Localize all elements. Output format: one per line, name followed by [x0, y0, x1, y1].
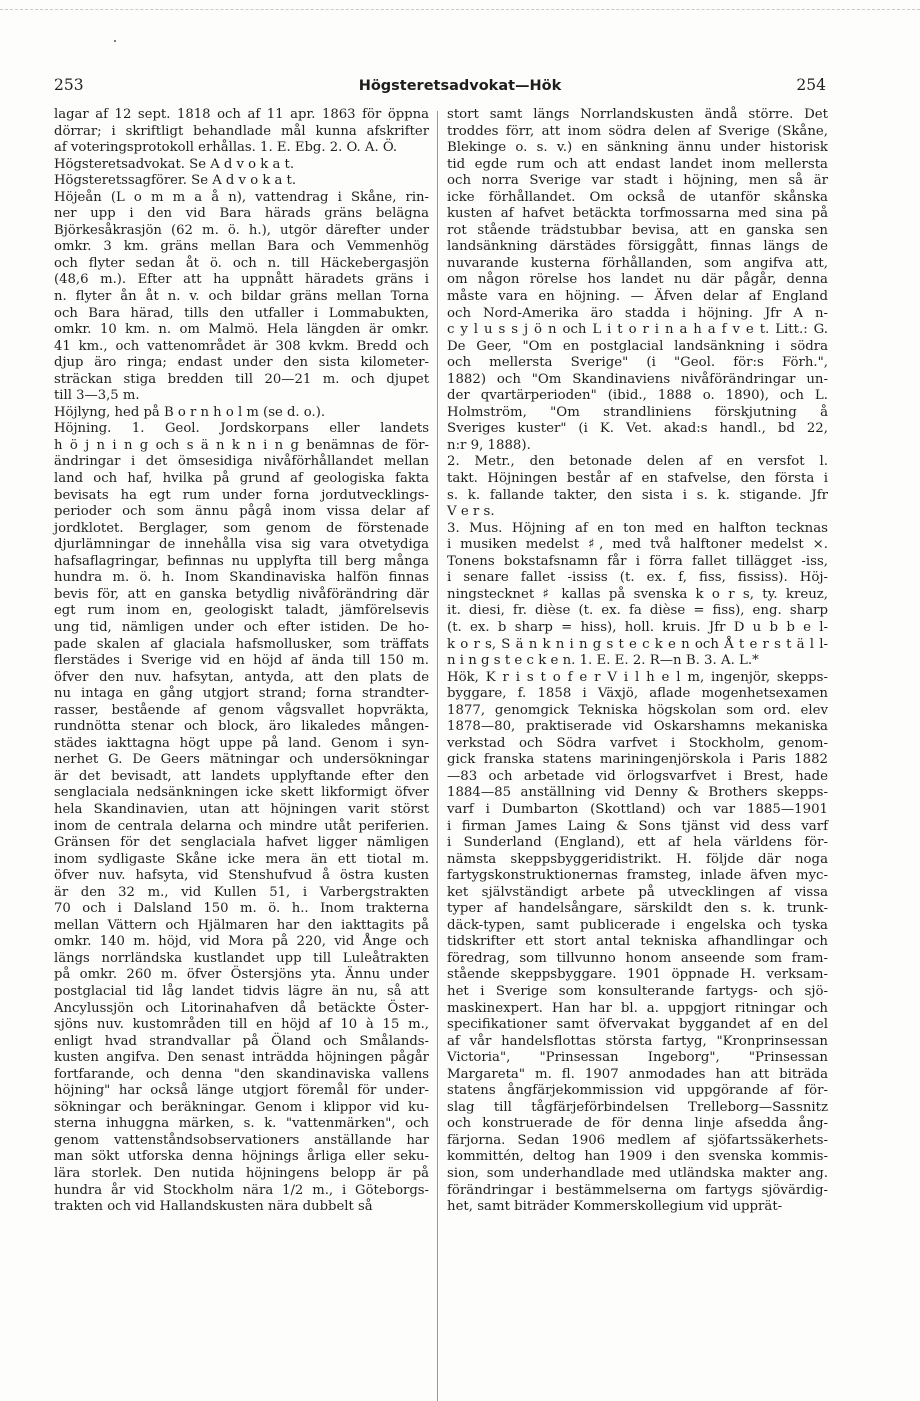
text-line: Björkesåkrasjön (62 m. ö. h.), utgör därefter under	[54, 222, 429, 238]
left-column	[54, 107, 429, 1216]
text-line: n i n g s t e c k e n. 1. E. E. 2. R—n B. 3. A. L.*	[447, 653, 759, 669]
text-line: Margareta" m. fl. 1907 anmodades han att biträda	[447, 1066, 828, 1082]
text-line: omkr. 140 m. höjd, vid Mora på 220, vid Ånge och	[54, 934, 429, 950]
text-line: af vår handelsflottas största fartyg, "Kronprinsessan	[447, 1033, 828, 1049]
text-line: föredrag, som tillvunno honom anseende som fram-	[447, 950, 828, 966]
text-line: lagar af 12 sept. 1818 och af 11 apr. 1863 för öppna	[54, 107, 429, 122]
text-line: takt. Höjningen består af en stafvelse, den första i	[447, 471, 828, 487]
text-line: är det bevisadt, att landets upplyftande efter den	[54, 768, 429, 784]
text-line: måste vara en höjning. — Äfven delar af England	[447, 289, 828, 305]
text-line: hela Skandinavien, utan att höjningen varit störst	[54, 801, 429, 817]
text-line: 2. Metr., den betonade delen af en versfot l.	[447, 454, 828, 470]
text-line: postglacial tid låg landet tidvis lägre än nu, så att	[54, 983, 429, 999]
text-line: Högsteretssagförer. Se A d v o k a t.	[54, 173, 297, 189]
text-line: hafsaflagringar, befinnas nu upplyfta till berg många	[54, 553, 429, 569]
text-line: Holmström, "Om strandliniens förskjutning å	[447, 404, 828, 420]
text-line: rundnötta stenar och block, äro likaledes mången-	[54, 719, 429, 735]
text-line: 1882) och "Om Skandinaviens nivåförändringar un-	[447, 371, 828, 387]
text-line: städes iakttagna högt uppe på land. Genom i syn-	[54, 735, 429, 751]
text-line: pade skalen af glaciala hafsmollusker, som träffats	[54, 636, 429, 652]
text-line: sterna inhuggna märken, s. k. "vattenmärken", och	[54, 1116, 429, 1132]
text-line: däck-typen, samt publicerade i engelska och tyska	[447, 917, 828, 933]
text-line: i senare fallet -ississ (t. ex. f, fiss, fississ). Höj-	[447, 570, 828, 586]
scan-edge-rule	[0, 9, 920, 10]
text-line: kommittén, deltog han 1909 i den svenska kommis-	[447, 1149, 828, 1165]
text-line: i firman James Laing & Sons tjänst vid dess varf	[447, 818, 828, 834]
text-line: statens ångfärjekommission vid uppgörande af för-	[447, 1083, 828, 1099]
text-line: Hök, K r i s t o f e r V i l h e l m, ingenjör, skepps-	[447, 669, 828, 685]
text-line: V e r s.	[447, 504, 495, 520]
text-line: hundra år vid Stockholm nära 1/2 m., i Göteborgs-	[54, 1182, 429, 1198]
text-line: sjöns nuv. kustområden till en höjd af 10 à 15 m.,	[54, 1017, 429, 1033]
text-line: perioder och som ännu pågå inom vissa delar af	[54, 504, 429, 520]
text-line: (48,6 m.). Efter att ha uppnått häradets gräns i	[54, 272, 429, 288]
text-line: nämsta skeppsbyggeridistrikt. H. följde där noga	[447, 851, 828, 867]
text-line: ner upp i den vid Bara härads gräns belägna	[54, 206, 429, 222]
text-line: längs norrländska kustlandet upp till Luleåtrakten	[54, 950, 429, 966]
text-line: ung tid, nämligen under och efter istiden. De ho-	[54, 619, 429, 635]
text-line: djurlämningar de innehålla visa sig vara otvetydiga	[54, 537, 429, 553]
text-line: senglaciala nedsänkningen icke skett likformigt öfver	[54, 785, 429, 801]
text-line: —83 och arbetade vid örlogsvarfvet i Brest, hade	[447, 768, 828, 784]
text-line: sion, som underhandlade med utländska makter ang.	[447, 1166, 828, 1181]
text-line: it. diesi, fr. dièse (t. ex. fa dièse = fiss), eng. sharp	[447, 603, 828, 619]
text-line: 1877, genomgick Tekniska högskolan som ord. elev	[447, 702, 828, 718]
text-line: genom vattenståndsobservationers anställande har	[54, 1132, 429, 1148]
text-line: h ö j n i n g och s ä n k n i n g benämnas de för-	[54, 437, 429, 453]
text-line: sökningar och beräkningar. Genom i klippor vid ku-	[54, 1099, 429, 1115]
left-page-number: 253	[54, 76, 84, 94]
text-line: mellan Vättern och Hjälmaren har den iakttagits på	[54, 917, 429, 933]
text-line: k o r s, S ä n k n i n g s t e c k e n och Å t e r s t ä l l-	[447, 636, 828, 652]
text-line: och Nord-Amerika äro stadda i höjning. Jfr A n-	[447, 305, 828, 321]
text-line: inom de centrala delarna och mindre utåt periferien.	[54, 818, 429, 834]
text-line: enligt hvad strandvallar på Öland och Smålands-	[54, 1033, 429, 1049]
text-line: egt rum inom en, geologiskt taladt, jämförelsevis	[54, 603, 429, 619]
text-line: kusten af hafvet betäckta torfmossarna med sina på	[447, 206, 828, 222]
text-line: (t. ex. b sharp = hiss), holl. kruis. Jfr D u b b e l-	[447, 619, 828, 635]
text-line: Höjning. 1. Geol. Jordskorpans eller landets	[54, 421, 429, 437]
text-line: djup äro ringa; endast under den sista kilometer-	[54, 355, 429, 371]
text-line: bevis för, att en ganska betydlig nivåförändring där	[54, 586, 429, 602]
text-line: dörrar; i skriftligt behandlade mål kunna afskrifter	[54, 123, 429, 139]
text-line: maskinexpert. Han har bl. a. uppgjort ritningar och	[447, 1000, 828, 1016]
text-line: hundra m. ö. h. Inom Skandinaviska halfön finnas	[54, 570, 429, 586]
text-line: omkr. 3 km. gräns mellan Bara och Vemmenhög	[54, 239, 429, 255]
text-line: omkr. 10 km. n. om Malmö. Hela längden är omkr.	[54, 322, 429, 338]
right-column	[447, 107, 828, 1216]
text-line: af voteringsprotokoll erhållas. 1. E. Ebg. 2. O. A. Ö.	[54, 140, 398, 156]
column-divider	[437, 111, 438, 1401]
text-line: tidskrifter ett stort antal tekniska afhandlingar och	[447, 934, 828, 950]
text-line: byggare, f. 1858 i Växjö, aflade mogenhetsexamen	[447, 686, 828, 702]
text-line: fartygskonstruktionernas framsteg, inlade äfven myc-	[447, 868, 828, 884]
text-line: och flyter sedan åt ö. och n. till Häckebergasjön	[54, 255, 429, 271]
text-line: tid egde rum och att endast landet inom mellersta	[447, 156, 828, 172]
text-line: man sökt utforska denna höjnings årliga eller seku-	[54, 1149, 429, 1165]
text-line: om någon rörelse hos landet nu där pågår, denna	[447, 272, 828, 288]
text-line: Tonens bokstafsnamn får i förra fallet tillägget -iss,	[447, 553, 828, 569]
text-line: kusten angifva. Den senast inträdda höjningen pågår	[54, 1050, 429, 1066]
text-line: n:r 9, 1888).	[447, 437, 531, 453]
text-line: färjorna. Sedan 1906 medlem af sjöfartssäkerhets-	[447, 1132, 828, 1148]
text-line: sträckan stiga bredden till 20—21 m. och djupet	[54, 371, 429, 387]
text-line: i Sunderland (England), ett af hela världens för-	[447, 835, 828, 851]
text-line: n. flyter ån åt n. v. och bildar gräns mellan Torna	[54, 289, 429, 305]
text-line: het, samt biträder Kommerskollegium vid upprät-	[447, 1199, 783, 1215]
text-line: i musiken medelst ♯, med två halftoner medelst ×.	[447, 537, 828, 553]
text-line: icke förhållandet. Om också de utanför skånska	[447, 189, 828, 205]
text-line: är den 32 m., vid Kullen 51, i Varbergstrakten	[54, 884, 429, 900]
text-line: 1884—85 anställning vid Denny & Brothers skepps-	[447, 785, 828, 801]
text-line: på omkr. 260 m. öfver Östersjöns yta. Ännu under	[54, 967, 429, 983]
text-line: höjning" har också länge utgjort föremål för under-	[54, 1083, 429, 1099]
text-line: het i Sverige som konsulterande fartygs- och sjö-	[447, 983, 828, 999]
text-line: bevisats ha egt rum under forna jordutvecklings-	[54, 487, 429, 503]
text-line: ändringar i det ömsesidiga nivåförhållandet mellan	[54, 454, 429, 470]
text-line: nerhet G. De Geers mätningar och undersökningar	[54, 752, 429, 768]
text-line: 1878—80, praktiserade vid Oskarshamns mekaniska	[447, 719, 828, 735]
text-line: rasser, bestående af genom vågsvallet hopvräkta,	[54, 702, 429, 718]
text-line: slag till tågfärjeförbindelsen Trelleborg—Sassnitz	[447, 1099, 828, 1115]
running-head-title: Högsteretsadvokat—Hök	[358, 78, 562, 94]
text-line: varf i Dumbarton (Skottland) och var 1885—1901	[447, 801, 828, 817]
text-line: lära storlek. Den nutida höjningens belopp är på	[54, 1166, 429, 1181]
text-line: s. k. fallande takter, den sista i s. k. stigande. Jfr	[447, 487, 828, 503]
text-line: 41 km., och vattenområdet är 308 kvkm. Bredd och	[54, 338, 429, 354]
text-line: nu intaga en gång utgjort strand; forna strandter-	[54, 686, 429, 702]
text-line: Ancylussjön och Litorinahafven då betäckte Öster-	[54, 1000, 429, 1016]
scan-speck	[114, 40, 116, 42]
text-line: trakten och vid Hallandskusten nära dubbelt så	[54, 1199, 373, 1215]
text-line: ket självständigt arbete på utvecklingen af vissa	[447, 884, 828, 900]
text-line: jordklotet. Berglager, som genom de förstenade	[54, 520, 429, 536]
text-line: och konstruerade de för denna linje afsedda ång-	[447, 1116, 828, 1132]
text-line: Höjeån (L o m m a å n), vattendrag i Skåne, rin-	[54, 189, 429, 205]
text-line: till 3—3,5 m.	[54, 388, 140, 404]
text-line: c y l u s s j ö n och L i t o r i n a h a f v e t. Litt.: G.	[447, 322, 828, 338]
text-line: 70 och i Dalsland 150 m. ö. h.. Inom trakterna	[54, 901, 429, 917]
text-line: typer af handelsångare, särskildt den s. k. trunk-	[447, 901, 828, 917]
text-line: rot stående trädstubbar bevisa, att en ganska sen	[447, 222, 828, 238]
text-line: Blekinge o. s. v.) en sänkning ännu under historisk	[447, 140, 828, 156]
text-line: och norra Sverige var stadt i höjning, men så är	[447, 173, 828, 189]
text-line: stort samt längs Norrlandskusten ändå större. Det	[447, 107, 828, 122]
text-line: Högsteretsadvokat. Se A d v o k a t.	[54, 156, 295, 172]
text-line: öfver nuv. hafsyta, vid Stenshufvud å östra kusten	[54, 868, 429, 884]
right-page-number: 254	[796, 76, 826, 94]
text-line: nuvarande kusterna förhållanden, som angifva att,	[447, 255, 828, 271]
text-line: flerstädes i Sverige vid en höjd af ända till 150 m.	[54, 653, 429, 669]
text-line: Höjlyng, hed på B o r n h o l m (se d. o.).	[54, 404, 326, 420]
text-line: inom sydligaste Skåne icke mera än ett tiotal m.	[54, 851, 429, 867]
text-line: stående skeppsbyggare. 1901 öppnade H. verksam-	[447, 967, 828, 983]
text-line: specifikationer samt öfvervakat byggandet af en del	[447, 1017, 828, 1033]
text-line: fortfarande, och denna "den skandinaviska vallens	[54, 1066, 429, 1082]
text-line: troddes förr, att inom södra delen af Sverige (Skåne,	[447, 123, 828, 139]
text-line: Sveriges kuster" (i K. Vet. akad:s handl., bd 22,	[447, 421, 828, 437]
text-line: land och haf, hvilka på grund af geologiska fakta	[54, 471, 429, 487]
text-line: Victoria", "Prinsessan Ingeborg", "Prinsessan	[447, 1050, 828, 1066]
text-line: verkstad och Södra varfvet i Stockholm, genom-	[447, 735, 828, 751]
text-line: och mellersta Sverige" (i "Geol. för:s Förh.",	[447, 355, 828, 371]
text-line: gick franska statens mariningenjörskola i Paris 1882	[447, 752, 828, 768]
text-line: ningstecknet ♯ kallas på svenska k o r s, ty. kreuz,	[447, 586, 828, 602]
text-line: och Bara härad, tills den utfaller i Lommabukten,	[54, 305, 429, 321]
text-line: der qvartärperioden" (ibid., 1888 o. 1890), och L.	[447, 388, 828, 404]
text-line: öfver den nuv. hafsytan, antyda, att den plats de	[54, 669, 429, 685]
text-line: förändringar i bestämmelserna om fartygs sjövärdig-	[447, 1182, 828, 1198]
text-line: 3. Mus. Höjning af en ton med en halfton tecknas	[447, 520, 828, 536]
text-line: De Geer, "Om en postglacial landsänkning i södra	[447, 338, 828, 354]
text-line: landsänkning därstädes försiggått, finnas längs de	[447, 239, 828, 255]
text-line: Gränsen för det senglaciala hafvet ligger nämligen	[54, 835, 429, 851]
